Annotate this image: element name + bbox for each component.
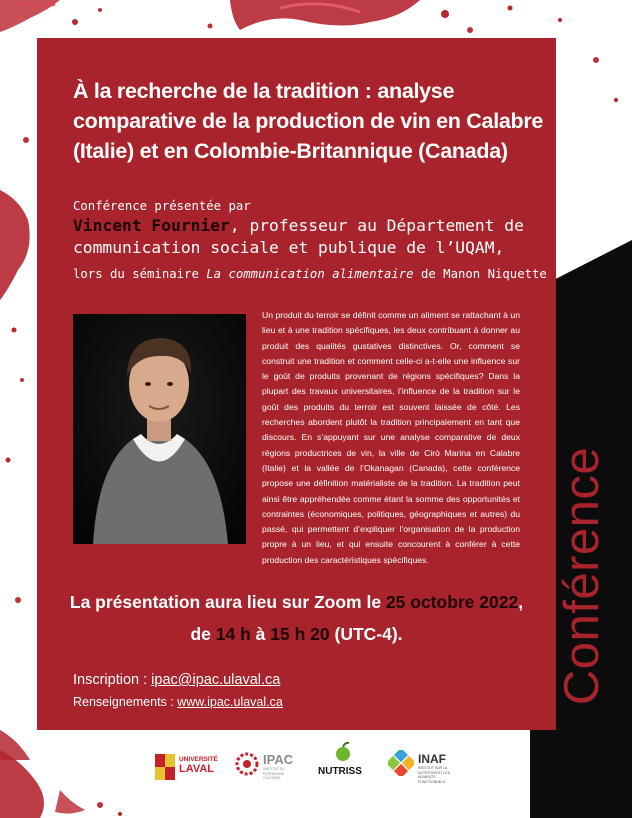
partner-logos (150, 740, 480, 788)
laval-logo-line2: LAVAL (179, 763, 215, 775)
nutriss-logo (318, 740, 368, 784)
ipac-logo (235, 740, 295, 784)
inaf-logo-sub: INSTITUT SUR LA NUTRITION ET LES ALIMENTS FONCTIONNELS (418, 766, 451, 784)
event-title: À la recherche de la tradition : analyse comparative de la production de vin en Calabre (Italie) et en Colombie-Britannique (Canada) (73, 79, 544, 163)
laval-logo-line1: UNIVERSITÉ (179, 756, 219, 763)
inscription-email-link[interactable]: ipac@ipac.ulaval.ca (151, 672, 281, 688)
end-time: 15 h 20 (270, 624, 330, 644)
seminar-title: La communication alimentaire (206, 267, 414, 281)
presentation-comma: , (518, 592, 524, 612)
seminar-line (73, 266, 573, 282)
time-prefix: de (190, 624, 216, 644)
ipac-logo-sub: INSTITUT DU PATRIMOINE CULTUREL (263, 767, 285, 780)
intro-text: Conférence présentée par (73, 199, 251, 213)
presentation-prefix: La présentation aura lieu sur Zoom le (69, 592, 386, 612)
ipac-logo-text: IPAC (263, 752, 294, 767)
renseignements-line (73, 694, 283, 711)
presentation-date: 25 octobre 2022 (385, 592, 519, 612)
inscription-label: Inscription : (73, 672, 152, 688)
inscription-line (73, 670, 280, 690)
start-time: 14 h (215, 624, 251, 644)
time-separator: à (250, 624, 271, 644)
presentation-line-2 (37, 622, 556, 646)
inaf-diamond-icon (388, 750, 414, 776)
wine-splash-bottom (0, 730, 150, 818)
nutriss-logo-text: NUTRISS (318, 766, 362, 777)
seminar-prefix: lors du séminaire (73, 267, 207, 281)
seminar-suffix: de Manon Niquette (413, 267, 547, 281)
wine-splash-top (0, 0, 632, 40)
speaker-name: Vincent Fournier (73, 216, 230, 235)
presentation-line-1 (37, 590, 556, 614)
speaker-portrait-image (73, 314, 246, 544)
inaf-logo (388, 740, 468, 784)
inaf-logo-text: INAF (418, 752, 446, 766)
laval-shield-icon (155, 754, 175, 780)
renseignements-label: Renseignements : (73, 695, 178, 709)
website-link[interactable]: www.ipac.ulaval.ca (177, 695, 283, 709)
nutriss-apple-icon (334, 742, 352, 762)
wine-splash-left (0, 40, 37, 760)
timezone: (UTC-4). (329, 624, 403, 644)
laval-logo (155, 740, 219, 784)
conference-side-label: Conférence (555, 446, 609, 706)
ipac-flower-icon (235, 752, 259, 776)
speaker-line (73, 215, 543, 259)
speaker-role: , professeur au Département de communication sociale et publique de l’UQAM, (73, 216, 524, 257)
speaker-photo (73, 314, 246, 544)
abstract-text: Un produit du terroir se définit comme un aliment se rattachant à un lieu et à une tradition spécifiques, les deux contribuant à donner au produit des qualités gustatives distinctives. Or, comment se construit une tradition et comment celle-ci a-t-elle une influence sur le goût de produits provenant de régions spécifiques? Dans la plupart des travaux universitaires, l’influence de la tradition sur le goût des produits du terroir est souvent laissée de côté. Les recherches abordent plutôt la tradition principalement en tant que discours. En s’appuyant sur une analyse comparative de deux régions productrices de vin, la ville de Cirò Marina en Calabre (Italie) et la vallée de l’Okanagan (Canada), cette conférence propose une définition matérialiste de la tradition. La tradition peut ainsi être appréhendée comme étant la somme des opportunités et contraintes (économiques, politiques, géographiques et autres) du passé, qui permettent d’expliquer l’organisation de la production propre à un lieu, et qui ensuite concourent à conférer à cette production des caractéristiques spécifiques. (262, 310, 520, 565)
